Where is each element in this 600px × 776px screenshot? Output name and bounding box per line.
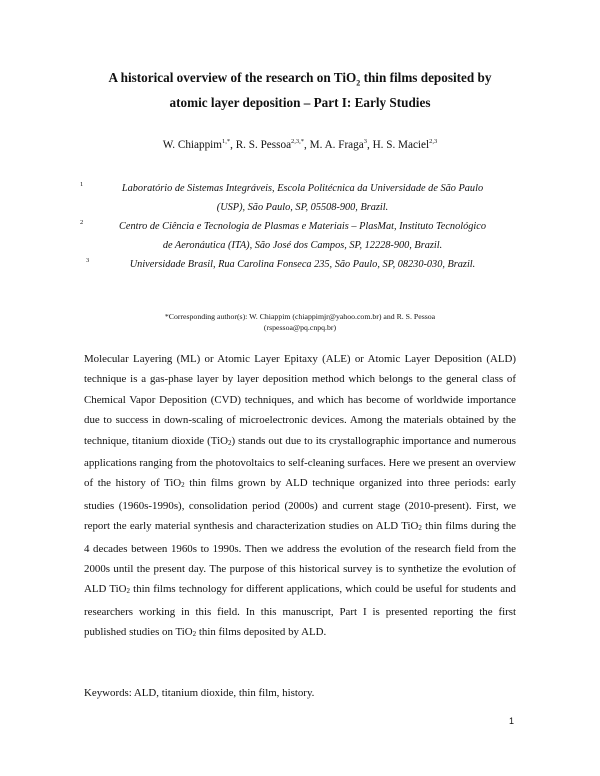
author-list: W. Chiappim$^{1,*}$, R. S. Pessoa$^{2,3,*}$, M. A. Fraga$^3$, H. S. Maciel$^{2,3}$ — [162, 138, 438, 151]
author: W. Chiappim$^{1,*}$ — [162, 138, 231, 151]
author: M. A. Fraga$^3$ — [309, 138, 367, 151]
author: R. S. Pessoa$^{2,3,*}$ — [235, 138, 305, 151]
abstract: Molecular Layering (ML) or Atomic Layer Epitaxy (ALE) or Atomic Layer Deposition (ALD) technique is a gas-phase layer by layer deposition method which belongs to the general class of Chemical Vapor Deposition (CVD) techniques, and which has become of worldwide importance due to success in down-scaling of microelectronic devices. Among the materials obtained by the technique, titanium dioxide (TiO$_2$) stands out due to its crystallographic importance and numerous applications ranging from the photovoltaics to self-cleaning surfaces. Here we present an overview of the history of TiO$_2$ thin films grown by ALD technique organized into three periods: early studies (1960s-1990s), consolidation period (2000s) and current stage (2010-present). First, we report the early material synthesis and characterization studies on ALD TiO$_2$ thin films during the 4 decades between 1960s to 1990s. Then we address the evolution of the research field from the 2000s until the present day. The purpose of this historical survey is to synthetize the evolution of ALD TiO$_2$ thin films technology for different applications, which could be useful for students and researchers working in this field. In this manuscript, Part I is presented reporting the first published studies on TiO$_2$ thin films deposited by ALD. — [84, 353, 516, 639]
affiliation-1: 1 Laboratório de Sistemas Integráveis, Escola Politécnica da Universidade de São Paulo (USP), São Paulo, SP, 05508-900, Brazil. — [80, 181, 484, 213]
affiliation-3: 3 Universidade Brasil, Rua Carolina Fonseca 235, São Paulo, SP, 08230-030, Brazil. — [86, 256, 476, 270]
keywords: Keywords: ALD, titanium dioxide, thin film, history. — [84, 687, 315, 699]
author: H. S. Maciel$^{2,3}$ — [372, 138, 438, 151]
page-number: 1 — [509, 716, 515, 726]
paper-title: A historical overview of the research on TiO$_2$ thin films deposited by atomic layer deposition – Part I: Early Studies — [108, 70, 492, 110]
affiliation-2: 2 Centro de Ciência e Tecnologia de Plasmas e Materiais – PlasMat, Instituto Tecnológico de Aeronáutica (ITA), São José dos Campos, SP, 12228-900, Brazil. — [80, 218, 486, 251]
affiliations — [80, 180, 525, 275]
corresponding-author-note: *Corresponding author(s): W. Chiappim (chiappimjr@yahoo.com.br) and R. S. Pessoa (rspessoa@pq.cnpq.br) — [164, 312, 436, 332]
